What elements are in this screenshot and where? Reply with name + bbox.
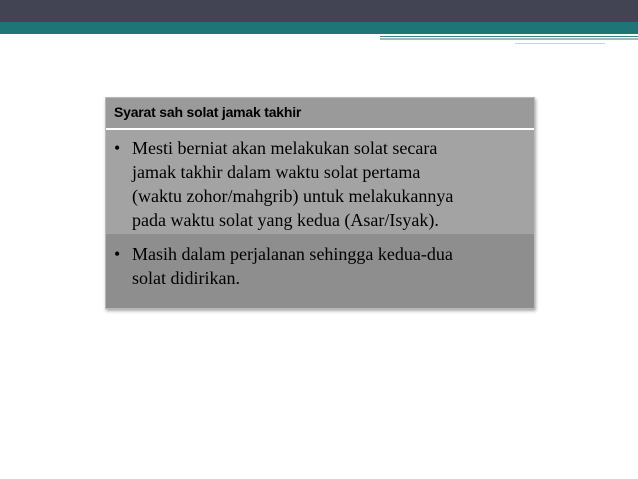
decorative-line	[515, 43, 605, 44]
table-row	[106, 130, 534, 234]
top-title-band	[0, 0, 638, 22]
table-header	[106, 98, 534, 130]
decorative-line	[380, 38, 638, 40]
bullet-text-line: jamak takhir dalam waktu solat pertama	[132, 162, 421, 182]
list-item	[114, 136, 524, 232]
bullet-text-line: Mesti berniat akan melakukan solat secara	[132, 138, 438, 158]
bullet-icon: •	[114, 138, 121, 158]
conditions-table	[105, 97, 535, 309]
teal-accent-strip	[0, 22, 638, 34]
table-header-title: Syarat sah solat jamak takhir	[114, 104, 302, 120]
bullet-text-line: Masih dalam perjalanan sehingga kedua-dua	[132, 244, 453, 264]
bullet-icon: •	[114, 244, 121, 264]
bullet-text-line: pada waktu solat yang kedua (Asar/Isyak).	[132, 210, 439, 230]
table-row	[106, 234, 534, 308]
bullet-text-line: (waktu zohor/mahgrib) untuk melakukannya	[132, 186, 454, 206]
bullet-text-line: solat didirikan.	[132, 268, 240, 288]
list-item	[114, 242, 524, 290]
decorative-line	[380, 36, 638, 37]
